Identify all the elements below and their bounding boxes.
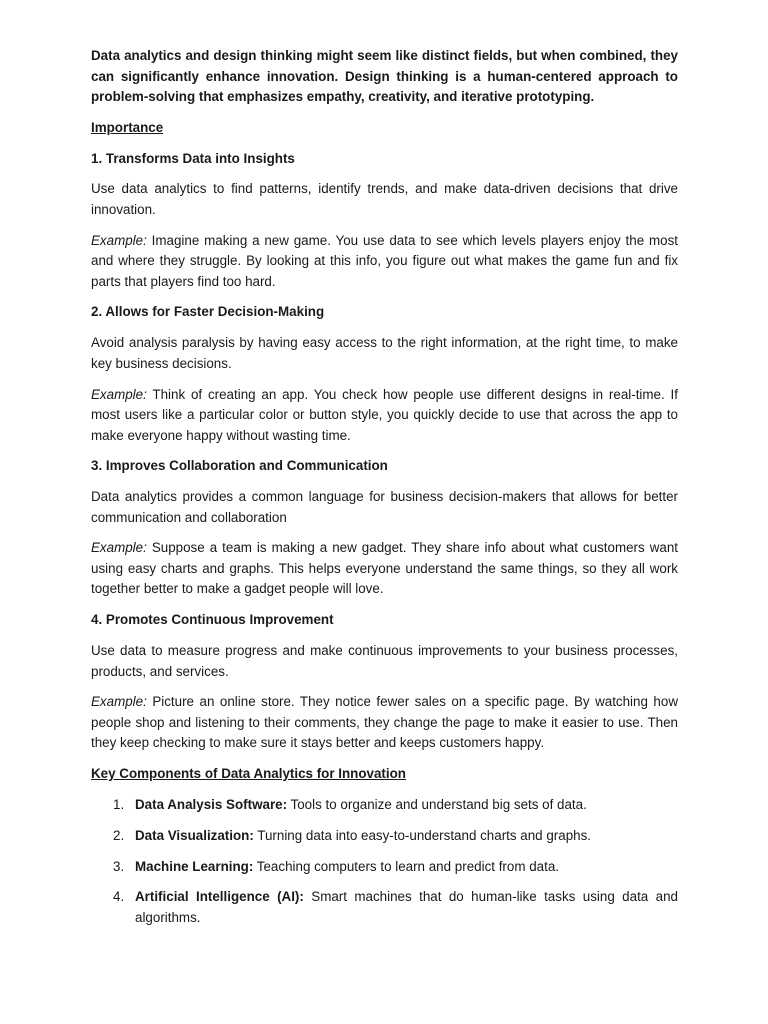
- list-number: 2.: [113, 827, 125, 843]
- list-number: 1.: [113, 796, 125, 812]
- list-number: 3.: [113, 858, 125, 874]
- point-heading-3: 3. Improves Collaboration and Communication: [91, 458, 388, 474]
- example-text: Picture an online store. They notice fewer sales on a specific page. By watching how people shop and listening to their comments, they change the page to make it easier to use. Then they keep checking to make sure it stays better and keeps customers happy.: [91, 694, 678, 751]
- example-text: Think of creating an app. You check how people use different designs in real-time. If most users like a particular color or button style, you quickly decide to use that across the app to make everyone happy without wasting time.: [91, 386, 678, 443]
- components-list: [91, 795, 678, 928]
- list-item: [91, 857, 678, 878]
- importance-heading: Importance: [91, 119, 164, 135]
- point-example-1: [91, 231, 678, 293]
- intro-paragraph: Data analytics and design thinking might seem like distinct fields, but when combined, they can significantly enhance innovation. Design thinking is a human-centered approach to problem-solving that emphasizes empathy, creativity, and iterative prototyping.: [91, 48, 678, 104]
- point-body-2: Avoid analysis paralysis by having easy access to the right information, at the right time, to make key business decisions.: [91, 335, 678, 371]
- list-item: [91, 887, 678, 928]
- example-label: Example:: [91, 232, 147, 248]
- list-item: [91, 795, 678, 816]
- point-body-4: Use data to measure progress and make continuous improvements to your business processes, products, and services.: [91, 643, 678, 679]
- point-body-1: Use data analytics to find patterns, identify trends, and make data-driven decisions that drive innovation.: [91, 181, 678, 217]
- example-label: Example:: [91, 540, 147, 556]
- example-label: Example:: [91, 694, 147, 710]
- document-body: [91, 46, 678, 939]
- list-term: Data Visualization:: [135, 827, 254, 843]
- list-description: Turning data into easy-to-understand charts and graphs.: [253, 827, 592, 843]
- list-description: Teaching computers to learn and predict from data.: [253, 858, 559, 874]
- point-heading-1: 1. Transforms Data into Insights: [91, 150, 295, 166]
- list-description: Tools to organize and understand big sets of data.: [287, 796, 587, 812]
- list-description: Smart machines that do human-like tasks using data and algorithms.: [135, 889, 678, 925]
- point-example-2: [91, 385, 678, 447]
- components-heading: Key Components of Data Analytics for Innovation: [91, 766, 406, 782]
- point-body-3: Data analytics provides a common language for business decision-makers that allows for better communication and collaboration: [91, 489, 678, 525]
- example-label: Example:: [91, 386, 147, 402]
- list-item: [91, 826, 678, 847]
- list-term: Artificial Intelligence (AI):: [135, 889, 304, 905]
- list-term: Machine Learning:: [135, 858, 254, 874]
- list-number: 4.: [113, 889, 125, 905]
- example-text: Suppose a team is making a new gadget. They share info about what customers want using easy charts and graphs. This helps everyone understand the same things, so they all work together better to make a gadget people will love.: [91, 540, 678, 597]
- example-text: Imagine making a new game. You use data to see which levels players enjoy the most and where they struggle. By looking at this info, you figure out what makes the game fun and fix parts that players find too hard.: [91, 232, 678, 289]
- point-example-4: [91, 692, 678, 754]
- point-heading-2: 2. Allows for Faster Decision-Making: [91, 304, 325, 320]
- point-heading-4: 4. Promotes Continuous Improvement: [91, 612, 334, 628]
- point-example-3: [91, 538, 678, 600]
- list-term: Data Analysis Software:: [135, 796, 288, 812]
